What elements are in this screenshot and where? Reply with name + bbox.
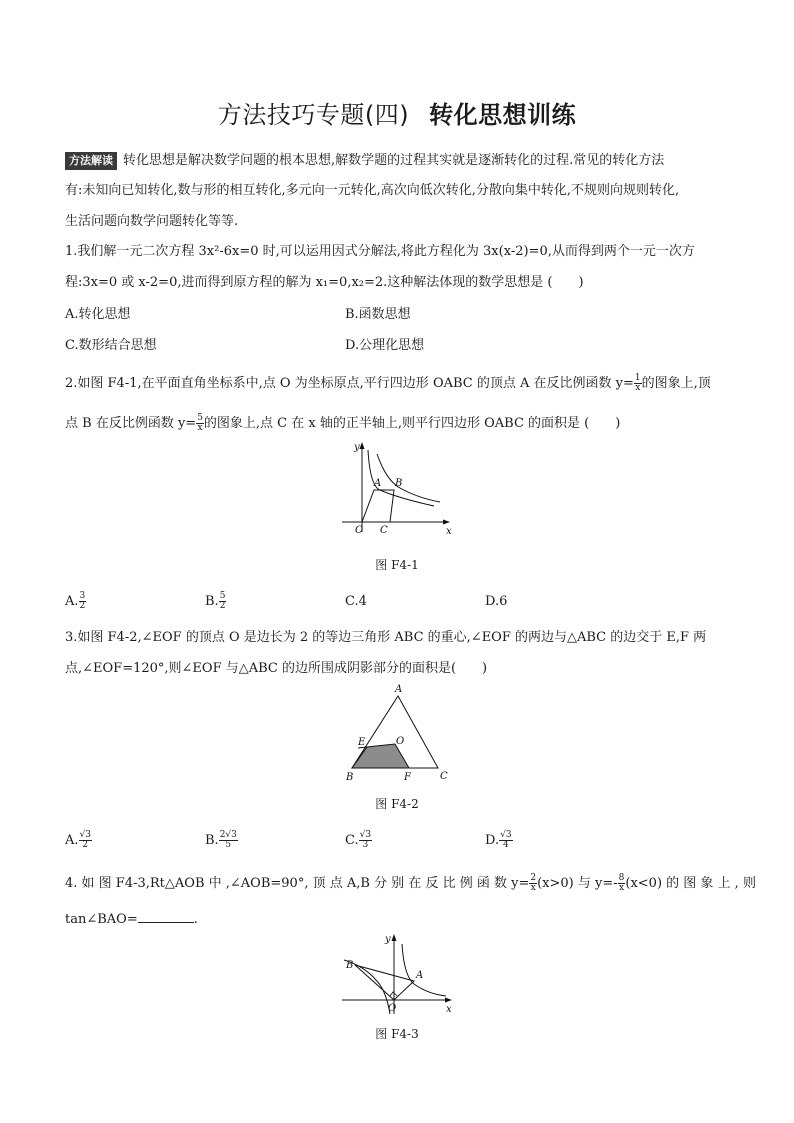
figure-f4-2 [338,680,456,788]
q3-line-1: 3.如图 F4-2,∠EOF 的顶点 O 是边长为 2 的等边三角形 ABC 的重心,∠EOF 的两边与△ABC 的边交于 E,F 两 [65,630,707,645]
q2-option-c[interactable]: C.4 [345,594,367,609]
label-o: O [396,736,405,747]
fraction: $\frac{2}{x}$ [530,873,537,893]
parallelogram-oabc [362,490,394,522]
y-axis-arrow [392,934,397,941]
intro-line-1: 方法解读 转化思想是解决数学问题的根本思想,解数学题的过程其实就是逐渐转化的过程.常见的转化方法 [65,152,735,170]
q3-line-2: 点,∠EOF=120°,则∠EOF 与△ABC 的边所围成阴影部分的面积是( ) [65,661,488,676]
q3-option-d[interactable]: D. $\frac{√3}{4}$ [485,830,512,850]
q1-option-b[interactable]: B.函数思想 [345,307,411,322]
label-b: B [395,478,403,489]
q1-option-c[interactable]: C.数形结合思想 [65,338,157,353]
q1-option-a[interactable]: A.转化思想 [65,307,131,322]
label-a: A [374,478,382,489]
label-o: O [355,525,364,536]
x-axis-arrow [445,998,452,1003]
label-x: x [446,526,452,537]
intro-line-3: 生活问题向数学问题转化等等. [65,214,239,229]
page-title [0,95,794,130]
figure-f4-1 [338,440,456,538]
q2-option-d[interactable]: D.6 [485,594,508,609]
caption-f4-3: 图 F4-3 [375,1027,419,1041]
q1-line-2: 程:3x=0 或 x-2=0,进而得到原方程的解为 x₁=0,x₂=2.这种解法体现的数学思想是 ( ) [65,275,584,290]
fraction: $\frac{1}{x}$ [634,373,641,393]
x-axis-arrow [443,520,450,525]
q2-option-a[interactable]: A. $\frac{3}{2}$ [65,591,86,611]
q4-line-1: 4. 如 图 F4-3,Rt△AOB 中 ,∠AOB=90°, 顶 点 A,B 分 别 在 反 比 例 函 数 y= $\frac{2}{x}$ (x>0) 与 y=- $\frac{8}{x}$ (x<0) 的 图 象 上 , 则 [65,873,756,893]
q1-line-1: 1.我们解一元二次方程 3x²-6x=0 时,可以运用因式分解法,将此方程化为 3x(x-2)=0,从而得到两个一元一次方 [65,244,695,259]
method-badge: 方法解读 [65,152,117,170]
label-y: y [385,934,391,945]
title-sub: 转化思想训练 [429,101,577,129]
q4-line-2: tan∠BAO= . [65,912,198,927]
label-e: E [358,737,366,748]
label-c: C [440,771,448,782]
fraction: $\frac{8}{x}$ [618,873,625,893]
q3-option-a[interactable]: A. $\frac{√3}{2}$ [65,830,91,850]
label-x: x [446,1004,452,1015]
q3-option-c[interactable]: C. $\frac{√3}{3}$ [345,830,372,850]
intro-line-2: 有:未知向已知转化,数与形的相互转化,多元向一元转化,高次向低次转化,分散向集中转化,不规则向规则转化, [65,183,680,198]
label-c: C [380,525,388,536]
q2-line-2: 点 B 在反比例函数 y= $\frac{5}{x}$ 的图象上,点 C 在 x 轴的正半轴上,则平行四边形 OABC 的面积是 ( ) [65,413,621,433]
label-b: B [346,960,354,971]
q3-option-b[interactable]: B. $\frac{2√3}{5}$ [205,830,237,850]
figure-f4-3 [338,930,456,1022]
fraction: $\frac{5}{x}$ [197,413,203,433]
label-o: O [388,1003,397,1014]
label-y: y [354,442,360,453]
curve-y-5-over-x [377,454,440,502]
title-main: 方法技巧专题(四) [217,101,410,129]
label-a: A [395,684,403,695]
answer-blank[interactable] [138,910,194,923]
curve-y-2-over-x [402,944,446,996]
label-a: A [416,970,424,981]
caption-f4-2: 图 F4-2 [375,797,419,811]
q2-line-1: 2.如图 F4-1,在平面直角坐标系中,点 O 为坐标原点,平行四边形 OABC 的顶点 A 在反比例函数 y= $\frac{1}{x}$ 的图象上,顶 [65,373,711,393]
label-f: F [404,772,411,783]
label-b: B [346,772,354,783]
q2-option-b[interactable]: B. $\frac{5}{2}$ [205,591,226,611]
caption-f4-1: 图 F4-1 [375,558,419,572]
y-axis-arrow [360,442,365,449]
q1-option-d[interactable]: D.公理化思想 [345,338,425,353]
